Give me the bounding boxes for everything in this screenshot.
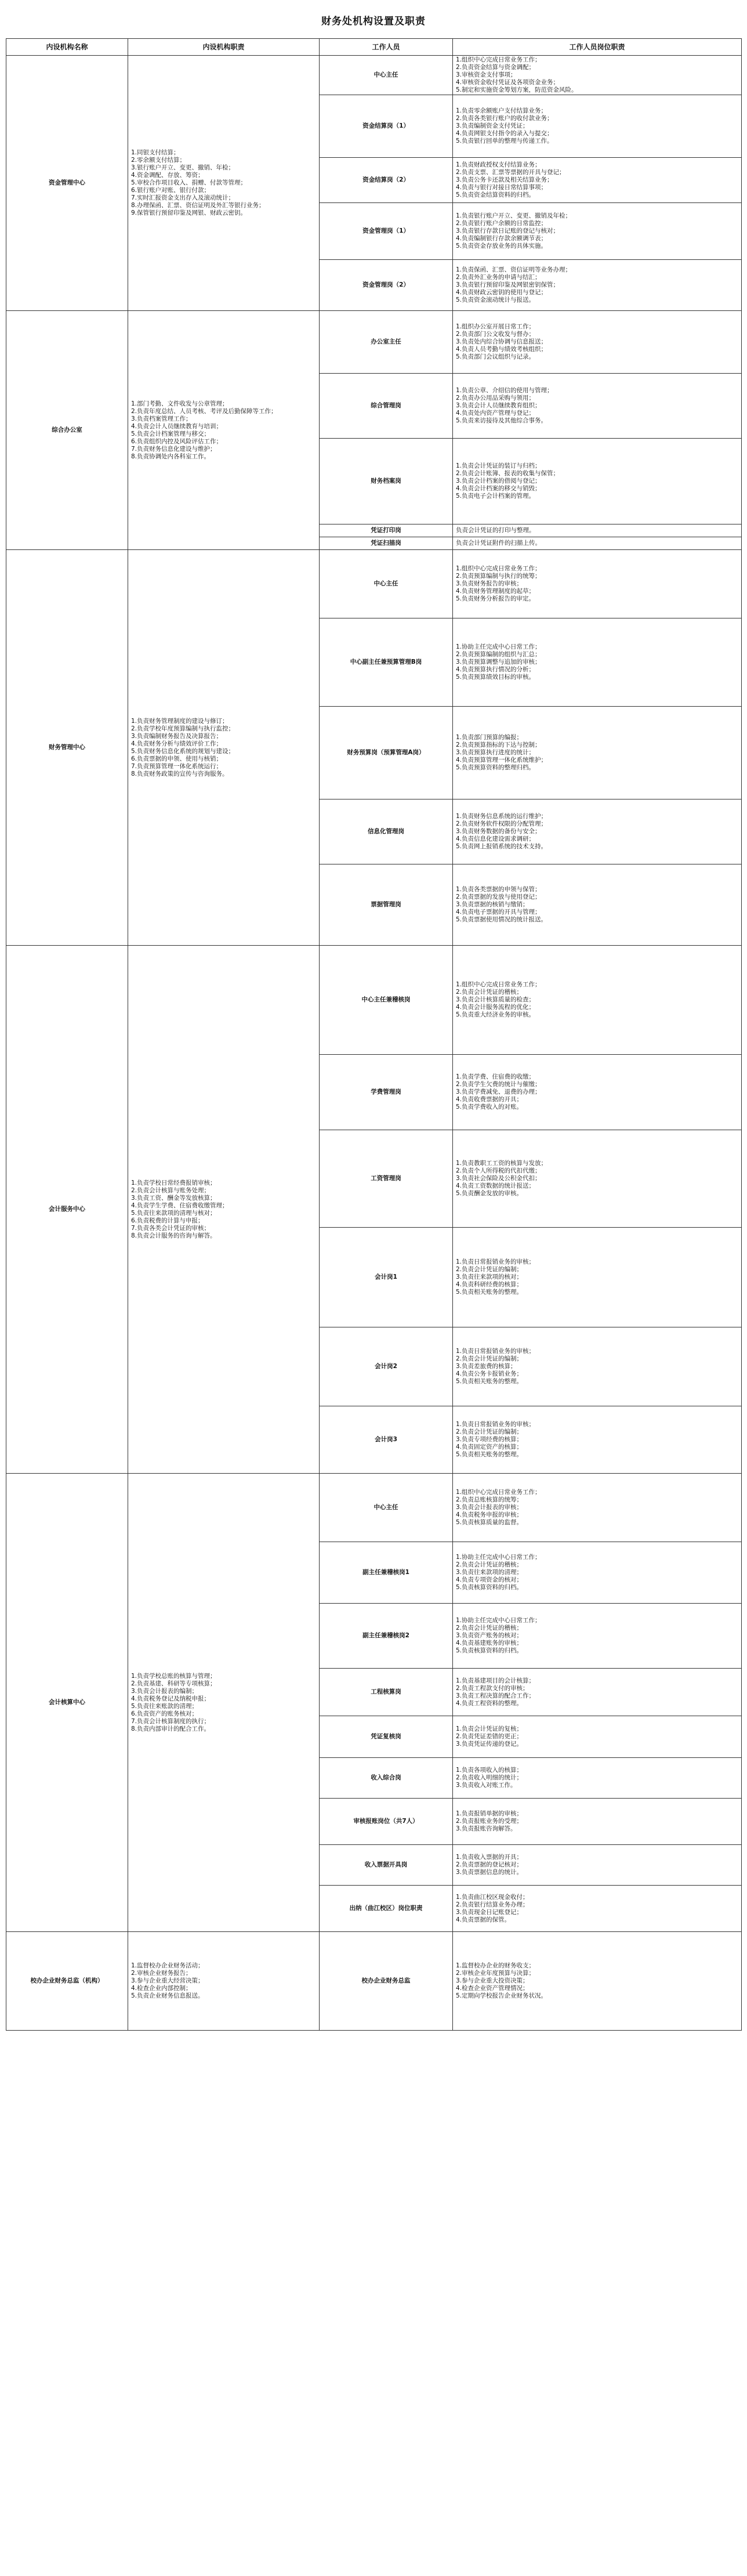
position-duties [453,524,742,537]
position-duty-line: 1.负责公章、介绍信的使用与管理； [456,387,553,394]
position-duty-line: 1.负责各项收入的核算； [456,1767,523,1774]
position-duty-line: 2.负责票据的发放与使用登记； [456,893,541,900]
position-duty-line: 3.负责财务数据的备份与安全； [456,828,541,835]
position-duty-line: 1.组织中心完成日常业务工作； [456,565,541,572]
position-duty-line: 4.负责科研经费的核算； [456,1281,523,1288]
header-dept: 内设机构名称 [6,39,128,56]
position-duty-line: 4.负责预算管理一体化系统维护； [456,757,547,764]
position-duty-line: 5.负责核算资料的归档。 [456,1647,523,1654]
position-duty-line: 2.负责预算编制与执行的统筹； [456,573,541,580]
dept-responsibility-line: 3.参与企业重大经营决策； [131,1977,204,1984]
position-name: 资金结算岗（1） [320,95,453,158]
position-duty-line: 1.负责学费、住宿费的收缴； [456,1073,535,1080]
dept-responsibility-line: 3.负责工资、酬金等发放核算； [131,1194,216,1202]
position-duty-line: 3.负责处内综合协调与信息报送； [456,338,547,345]
position-duty-line: 5.负责预算资料的整理归档。 [456,764,535,771]
header-staff-duties: 工作人员岗位职责 [453,39,742,56]
position-duty-line: 3.负责会计核算质量的检查； [456,996,535,1003]
position-duties [453,799,742,864]
position-duty-line: 4.负责信息化建设需求调研； [456,835,535,842]
position-duty-line: 2.负责会计凭证的编制； [456,1355,523,1362]
position-duty-line: 1.组织办公室开展日常工作； [456,323,535,330]
position-duty-line: 3.负责公务卡还款及相关结算业务； [456,176,553,183]
position-duty-line: 1.负责零余额账户支付结算业务； [456,107,547,114]
position-duty-line: 3.负责财务报告的审核； [456,580,523,587]
position-name: 中心副主任兼预算管理B岗 [320,618,453,707]
position-duty-line: 1.负责教职工工资的核算与发放； [456,1160,547,1167]
dept-responsibility-line: 3.负责会计报表的编制； [131,1687,198,1695]
position-name: 凭证扫描岗 [320,537,453,550]
position-duties [453,260,742,311]
position-duty-line: 3.负责银行预留印鉴及网银密钥保管； [456,281,560,288]
dept-name: 会计核算中心 [6,1474,128,1932]
position-duty-line: 5.负责财务分析报告的审定。 [456,595,535,602]
dept-responsibility-line: 4.负责学生学费、住宿费收缴管理； [131,1202,229,1209]
header-row [6,39,742,56]
position-duty-line: 3.参与企业重大投资决策； [456,1977,529,1984]
dept-responsibility-line: 5.负责财务信息化系统的规划与建设； [131,747,235,755]
position-name: 财务档案岗 [320,439,453,524]
position-duty-line: 5.负责银行回单的整理与传递工作。 [456,138,553,144]
dept-responsibility-line: 3.银行账户开立、变更、撤销、年检； [131,164,235,171]
position-name: 副主任兼稽核岗1 [320,1542,453,1604]
dept-responsibility-line: 5.负责会计档案管理与移交； [131,430,211,437]
dept-responsibility-line: 4.检查企业内部控制； [131,1985,192,1992]
position-duty-line: 5.负责相关账务的整理。 [456,1378,523,1385]
position-duty-line: 2.负责个人所得税的代扣代缴； [456,1167,541,1174]
position-duties [453,537,742,550]
position-duty-line: 1.负责报销单据的审核； [456,1810,523,1817]
position-name: 资金管理岗（1） [320,203,453,260]
position-duty-line: 5.定期向学校报告企业财务状况。 [456,1992,547,1999]
dept-responsibility-line: 8.办理保函、汇票、资信证明及外汇等银行业务； [131,202,265,209]
position-duty-line: 2.负责预算编制的组织与汇总； [456,651,541,658]
dept-responsibility-line: 1.负责学校日常经费报销审核； [131,1179,216,1186]
position-duty-line: 1.负责财政授权支付结算业务； [456,161,541,168]
position-duty-line: 3.审核资金支付事项； [456,71,517,78]
position-duty-line: 2.审核企业年度预算与决算； [456,1970,535,1977]
table-row [6,311,742,374]
position-duties [453,1228,742,1327]
position-duties [453,311,742,374]
position-duty-line: 1.负责收入票据的开具； [456,1854,523,1861]
dept-responsibility-line: 3.负责编制财务报告及决算报告； [131,732,223,740]
dept-responsibility-line: 8.负责内部审计的配合工作。 [131,1725,211,1732]
position-duty-line: 5.负责酬金发放的审核。 [456,1190,523,1197]
dept-responsibility-line: 1.同银支付结算； [131,149,180,156]
position-duty-line: 4.负责票据的保管。 [456,1916,511,1923]
position-duty-line: 2.负责会计账簿、报表的收集与保管； [456,470,560,477]
dept-responsibility-line: 7.负责预算管理一体化系统运行； [131,762,223,770]
position-duty-line: 4.负责人员考勤与绩效考核组织； [456,346,547,353]
position-duty-line: 5.负责资金结算资料的归档。 [456,191,535,198]
position-duty-line: 4.负责工资数据的统计报送； [456,1182,535,1189]
position-name: 综合管理岗 [320,374,453,439]
position-name: 凭证复核岗 [320,1716,453,1758]
position-duty-line: 3.负责凭证传递的登记。 [456,1741,523,1748]
dept-responsibility-line: 5.审校合作项目收入、捐赠、付款等管理； [131,179,247,186]
position-name: 办公室主任 [320,311,453,374]
position-duty-line: 3.负责往来款项的清理； [456,1569,523,1576]
dept-responsibility-line: 1.部门考勤、文件收发与公章管理； [131,400,229,407]
dept-responsibility-line: 5.负责往来款项的清理与核对； [131,1209,216,1217]
position-duty-line: 2.负责办公用品采购与领用； [456,395,535,401]
position-duty-line: 5.负责网上报销系统的技术支持。 [456,843,547,850]
position-duty-line: 1.负责银行账户开立、变更、撤销及年检； [456,212,572,219]
position-duty-line: 1.负责会计凭证的复核； [456,1725,523,1732]
position-duties [453,1932,742,2031]
position-duty-line: 2.负责会计凭证的稽核； [456,1625,523,1631]
position-duty-line: 负责会计凭证附件的扫描上传。 [456,540,541,547]
dept-responsibilities [128,56,320,311]
dept-responsibility-line: 2.负责年度总结、人员考核、考评及后勤保障等工作； [131,407,277,415]
position-duty-line: 5.制定和实施资金筹划方案，防范资金风险。 [456,86,578,93]
position-name: 收入综合岗 [320,1758,453,1799]
position-duty-line: 2.负责报账业务的受理； [456,1818,523,1825]
position-duty-line: 2.负责工程款支付的审核； [456,1684,529,1692]
dept-responsibility-line: 3.负责档案管理工作； [131,415,192,422]
position-duty-line: 2.负责会计凭证的编制； [456,1266,523,1273]
dept-name: 会计服务中心 [6,946,128,1474]
dept-responsibility-line: 6.银行账户对账、银行付款； [131,187,211,194]
position-duty-line: 5.负责部门会议组织与记录。 [456,353,535,360]
position-duty-line: 2.负责凭证差错的更正； [456,1733,523,1740]
position-duties [453,1055,742,1130]
position-duty-line: 1.协助主任完成中心日常工作； [456,643,541,650]
position-duty-line: 4.负责处内资产管理与登记； [456,410,535,417]
position-duty-line: 2.负责资金结算与资金调配； [456,64,535,71]
position-duty-line: 3.负责学费减免、退费的办理； [456,1088,541,1095]
dept-responsibility-line: 5.负责企业财务信息报送。 [131,1992,204,1999]
position-duty-line: 3.负责会计人员继续教育组织； [456,402,541,409]
position-duty-line: 5.负责资金滚动统计与报送。 [456,296,535,303]
position-duties [453,1130,742,1228]
position-duties [453,550,742,618]
dept-responsibility-line: 2.负责学校年度预算编制与执行监控； [131,725,235,732]
dept-responsibilities [128,1932,320,2031]
org-table [6,38,742,2031]
position-duty-line: 5.负责票据使用情况的统计报送。 [456,916,547,923]
position-duties [453,1604,742,1669]
position-duty-line: 1.负责日常报销业务的审核； [456,1258,535,1265]
position-duty-line: 1.负责各类票据的申领与保管； [456,886,541,893]
position-duties [453,1406,742,1474]
dept-responsibility-line: 9.保管银行预留印鉴及网银、财政云密钥。 [131,209,247,216]
table-row [6,1474,742,1542]
position-duty-line: 5.负责相关账务的整理。 [456,1289,523,1296]
dept-responsibility-line: 7.负责各类会计凭证的审核； [131,1224,211,1232]
dept-responsibility-line: 2.审核企业财务报告； [131,1970,192,1977]
position-duty-line: 2.负责支票、汇票等票据的开具与登记； [456,169,565,176]
dept-responsibility-line: 2.零余额支付结算； [131,157,186,164]
dept-responsibility-line: 1.监督校办企业财务活动； [131,1962,204,1969]
dept-responsibilities [128,946,320,1474]
position-duty-line: 3.负责会计档案的借阅与登记； [456,477,541,484]
position-name: 财务预算岗（预算管理A岗） [320,707,453,799]
position-duty-line: 2.负责学生欠费的统计与催缴； [456,1081,541,1088]
position-duty-line: 4.负责与银行对接日常结算事项； [456,184,547,191]
position-duty-line: 1.负责部门预算的编报； [456,734,523,741]
position-duty-line: 4.负责预算执行情况的分析； [456,666,535,673]
position-duty-line: 5.负责学费收入的对账。 [456,1104,523,1110]
position-duties [453,1716,742,1758]
dept-responsibilities [128,311,320,550]
position-duty-line: 2.负责各类银行账户的收付款业务； [456,115,553,122]
dept-responsibility-line: 8.负责财务政策的宣传与咨询服务。 [131,770,229,777]
position-name: 出纳（曲江校区）岗位职责 [320,1886,453,1932]
position-name: 信息化管理岗 [320,799,453,864]
position-duty-line: 5.负责预算绩效目标的审核。 [456,674,535,681]
page-title: 财务处机构设置及职责 [321,16,426,27]
position-duty-line: 1.监督校办企业的财务收支； [456,1962,535,1969]
position-name: 中心主任兼稽核岗 [320,946,453,1055]
position-duties [453,1845,742,1886]
position-duty-line: 3.负责资产账务的核对； [456,1632,523,1639]
position-duty-line: 1.负责财务信息系统的运行维护； [456,813,547,820]
position-duty-line: 2.负责银行结算业务办理； [456,1901,529,1908]
position-duties [453,439,742,524]
position-duty-line: 3.负责专项经费的核算； [456,1436,523,1443]
position-duty-line: 2.负责银行账户余额的日常监控； [456,220,547,227]
position-duties [453,946,742,1055]
position-duties [453,203,742,260]
dept-responsibility-line: 7.负责会计核算制度的执行； [131,1717,211,1725]
position-name: 票据管理岗 [320,864,453,946]
position-duty-line: 2.负责会计凭证的稽核； [456,989,523,996]
position-duties [453,95,742,158]
position-name: 校办企业财务总监 [320,1932,453,2031]
position-name: 会计岗2 [320,1327,453,1406]
position-duty-line: 4.负责固定资产的核算； [456,1443,523,1450]
position-name: 资金管理岗（2） [320,260,453,311]
position-duty-line: 2.负责财务软件权限的分配管理； [456,820,547,827]
position-duty-line: 2.负责票据的登记核对； [456,1861,523,1868]
position-duties [453,1669,742,1716]
position-duty-line: 4.负责网银支付指令的录入与提交； [456,130,553,137]
dept-responsibilities [128,1474,320,1932]
position-duties [453,618,742,707]
position-duty-line: 2.负责会计凭证的稽核； [456,1561,523,1568]
position-duty-line: 4.负责收费票据的开具； [456,1096,523,1103]
position-name: 副主任兼稽核岗2 [320,1604,453,1669]
dept-name: 财务管理中心 [6,550,128,946]
position-name: 工资管理岗 [320,1130,453,1228]
position-duty-line: 5.负责核算资料的归档。 [456,1584,523,1591]
dept-name: 综合办公室 [6,311,128,550]
position-duty-line: 3.负责编制资金支付凭证； [456,122,529,129]
dept-responsibility-line: 4.负责会计人员继续教育与培训； [131,422,223,430]
position-duty-line: 4.负责电子票据的开具与管理； [456,909,541,916]
dept-responsibility-line: 4.负责税务登记及纳税申报； [131,1695,211,1702]
dept-responsibility-line: 6.负责税费的计算与申报； [131,1217,204,1224]
position-duty-line: 3.负责报账咨询解答。 [456,1825,517,1832]
position-duty-line: 2.负责收入明细的统计； [456,1774,523,1781]
position-duties [453,1799,742,1845]
position-name: 中心主任 [320,56,453,95]
header-staff: 工作人员 [320,39,453,56]
position-duties [453,1327,742,1406]
position-name: 收入票据开具岗 [320,1845,453,1886]
table-row [6,946,742,1055]
table-body [6,56,742,2031]
position-name: 工程核算岗 [320,1669,453,1716]
position-duties [453,158,742,203]
position-duty-line: 5.负责核算质量的监督。 [456,1519,523,1526]
position-name: 学费管理岗 [320,1055,453,1130]
position-duty-line: 1.负责保函、汇票、资信证明等业务办理； [456,266,572,273]
dept-responsibilities [128,550,320,946]
position-duty-line: 3.负责预算调整与追加的审核； [456,659,541,665]
dept-responsibility-line: 2.负责基建、科研等专项核算； [131,1680,216,1687]
position-duties [453,1758,742,1799]
position-duties [453,1542,742,1604]
position-duty-line: 3.负责收入对账工作。 [456,1782,517,1789]
position-duty-line: 2.负责总账核算的统筹； [456,1496,523,1503]
position-duty-line: 负责会计凭证的打印与整理。 [456,527,535,534]
dept-responsibility-line: 5.负责往来账款的清理； [131,1702,198,1710]
position-duty-line: 1.协助主任完成中心日常工作； [456,1617,541,1624]
position-duty-line: 4.负责基建账务的审核； [456,1640,523,1647]
position-duty-line: 2.负责预算指标的下达与控制； [456,741,541,748]
dept-name: 校办企业财务总监（机构） [6,1932,128,2031]
position-duty-line: 3.负责银行存款日记账的登记与核对； [456,227,560,234]
position-name: 资金结算岗（2） [320,158,453,203]
position-duty-line: 2.负责外汇业务的申请与结汇； [456,274,541,281]
position-duty-line: 4.审核资金收付凭证及各项资金业务； [456,79,560,86]
position-duty-line: 3.负责工程决算的配合工作； [456,1692,535,1699]
position-duty-line: 3.负责现金日记账登记； [456,1908,523,1916]
position-duty-line: 5.负责相关账务的整理。 [456,1451,523,1458]
position-name: 中心主任 [320,550,453,618]
position-duty-line: 3.负责票据信息的统计。 [456,1869,523,1876]
position-duty-line: 4.负责公务卡报销业务； [456,1370,523,1377]
position-duties [453,1474,742,1542]
position-duty-line: 1.负责会计凭证的装订与归档； [456,462,541,469]
position-duty-line: 5.负责重大经济业务的审核。 [456,1011,535,1018]
position-duty-line: 4.检查企业资产管理情况； [456,1985,529,1992]
position-duties [453,864,742,946]
dept-responsibility-line: 6.负责组织内控及风险评估工作； [131,437,223,445]
dept-responsibility-line: 1.负责财务管理制度的建设与修订； [131,717,229,725]
position-duty-line: 4.负责专项资金的核对； [456,1576,523,1583]
table-row [6,550,742,618]
dept-responsibility-line: 8.负责协调处内各科室工作。 [131,453,211,460]
dept-responsibility-line: 6.负责资产的账务核对； [131,1710,198,1717]
position-name: 凭证打印岗 [320,524,453,537]
position-duty-line: 4.负责工程资料的整理。 [456,1699,523,1707]
position-duty-line: 3.负责票据的核销与缴销； [456,901,529,908]
dept-responsibility-line: 1.负责学校总账的核算与管理； [131,1672,216,1680]
dept-responsibility-line: 4.资金调配、存放、筹资； [131,172,204,179]
position-duty-line: 1.负责日常报销业务的审核； [456,1348,535,1355]
position-duty-line: 3.负责差旅费的核算； [456,1363,517,1370]
position-duty-line: 4.负责财政云密钥的使用与登记； [456,289,547,296]
position-name: 会计岗1 [320,1228,453,1327]
position-duty-line: 2.负责部门公文收发与督办； [456,331,535,338]
position-duty-line: 2.负责会计凭证的编制； [456,1428,523,1435]
position-duty-line: 1.负责基建项目的会计核算； [456,1677,535,1684]
position-duties [453,1886,742,1932]
position-duty-line: 5.负责电子会计档案的管理。 [456,493,535,500]
position-duties [453,56,742,95]
position-duty-line: 1.组织中心完成日常业务工作； [456,1489,541,1496]
dept-responsibility-line: 2.负责会计核算与账务处理； [131,1186,211,1194]
position-duty-line: 3.负责往来款项的核对； [456,1273,523,1280]
position-duty-line: 4.负责会计档案的移交与销毁； [456,485,541,492]
dept-responsibility-line: 7.负责财务信息化建设与维护； [131,445,216,453]
position-duty-line: 3.负责预算执行进度的统计； [456,749,535,756]
position-name: 会计岗3 [320,1406,453,1474]
position-duty-line: 1.组织中心完成日常业务工作； [456,981,541,988]
position-duty-line: 1.组织中心完成日常业务工作； [456,56,541,63]
position-duties [453,374,742,439]
table-row [6,56,742,95]
table-row [6,1932,742,2031]
dept-responsibility-line: 4.负责财务分析与绩效评价工作； [131,740,223,747]
header-dept-resp: 内设机构职责 [128,39,320,56]
position-duty-line: 4.负责编制银行存款余额调节表； [456,235,547,242]
position-duty-line: 3.负责会计报表的审核； [456,1504,523,1511]
position-duty-line: 5.负责来访接待及其他综合事务。 [456,417,547,424]
position-duty-line: 1.负责曲江校区现金收付； [456,1893,529,1901]
dept-name: 资金管理中心 [6,56,128,311]
position-duty-line: 4.负责会计服务流程的优化； [456,1004,535,1011]
position-duties [453,707,742,799]
dept-responsibility-line: 6.负责票据的申领、使用与核销； [131,755,223,762]
position-name: 中心主任 [320,1474,453,1542]
dept-responsibility-line: 8.负责会计服务的咨询与解答。 [131,1232,216,1239]
position-name: 审核报账岗位（共7人） [320,1799,453,1845]
position-duty-line: 5.负责资金存放业务的具体实施。 [456,243,547,249]
dept-responsibility-line: 7.实时汇报资金支出存入及滚动统计； [131,194,235,201]
position-duty-line: 4.负责税务申报的审核； [456,1511,523,1518]
position-duty-line: 1.负责日常报销业务的审核； [456,1421,535,1428]
position-duty-line: 3.负责社会保险及公积金代扣； [456,1175,541,1182]
position-duty-line: 4.负责财务管理制度的起草； [456,588,535,595]
position-duty-line: 1.协助主任完成中心日常工作； [456,1554,541,1561]
